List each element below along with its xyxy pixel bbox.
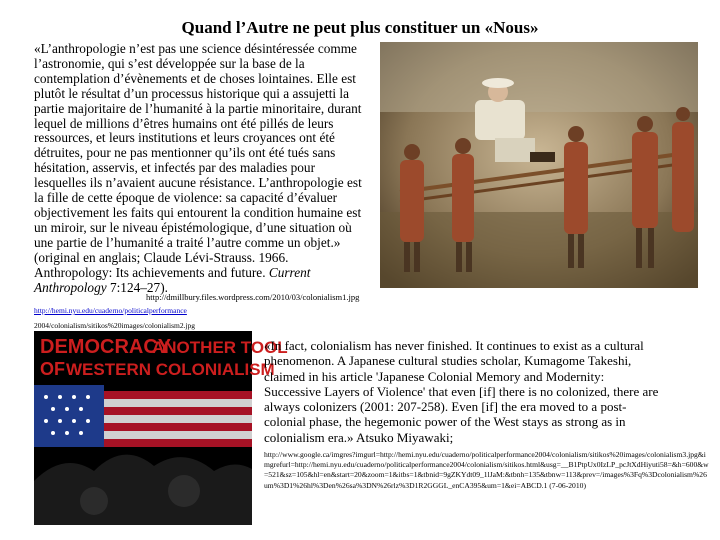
poster-graphic — [34, 331, 288, 525]
democracy-poster — [34, 331, 288, 525]
poster-source-link-continued: 2004/colonialism/sitikos%20images/colonialism2.jpg — [34, 321, 196, 330]
quote1-text: «L’anthropologie n’est pas une science désintéressée comme l’astronomie, qui s’est développée sur la base de la contemplation d’évènements et de choses lointaines. Elle est plutôt le résultat d’un processus historique qui a assujetti la partie majoritaire de l’humanité à la partie minoritaire, durant lequel de millions d’êtres humains ont été pillés de leurs ressources, et leurs institutions et leurs croyances ont été détruites, pour ne pas mentionner qu’ils ont été tués sans hésitation, asservis, et infectés par des maladies pour lesquelles ils n’avaient aucune résistance. L’anthropologie est la fille de cette époque de violence: sa capacité d’évaluer objectivement les faits qui entourent la condition humaine est un miroir, sur le niveau épistémologique, d’une situation où une partie de l’humanité a traité l’autre comme un objet.» (original en anglais; Claude Lévi-Strauss. 1966. Anthropology: Its achievements and future. — [34, 41, 362, 280]
poster-line4: WESTERN COLONIALISM — [66, 360, 275, 379]
poster-line3: OF — [40, 359, 65, 379]
levi-strauss-quote — [34, 42, 364, 295]
poster-line1: DEMOCRACY — [40, 336, 172, 358]
poster-image-caption: http://www.google.ca/imgres?imgurl=http://hemi.nyu.edu/cuaderno/politicalperformance2004/colonialism/sitikos%20images/colonialism3.jpg&imgrefurl=http://hemi.nyu.edu/cuaderno/politicalperformance2004/colonialism/sitikos.html&usg=__B1PtpUx0IzLP_pcJtXdHiyuti58=&h=600&w=521&sz=105&hl=en&start=20&zoom=1&itbs=1&tbnid=9gZKYdt09_1lJaM:&tbnh=135&tbnw=113&prev=/images%3Fq%3Dcolonialism%26um%3D1%26hl%3Den%26sa%3DN%26rlz%3D1R2GGGL_enCA395&um=1&ei=ABCD.1 (7-06-2010) — [264, 450, 709, 490]
poster-line2: ANOTHER TOOL — [152, 338, 288, 357]
slide-title: Quand l’Autre ne peut plus constituer un «Nous» — [181, 18, 539, 37]
sedan-chair-photo — [380, 42, 698, 288]
quote1-journal: Current Anthropology — [34, 264, 311, 295]
poster-source-link[interactable]: http://hemi.nyu.edu/cuaderno/politicalperformance — [34, 306, 187, 315]
quote1-end: 7:124–27). — [106, 279, 168, 295]
miyawaki-quote: «In fact, colonialism has never finished. It continues to exist as a cultural phenomenon. A Japanese cultural studies scholar, Kumagome Takeshi, claimed in his article 'Japanese Colonial Memory and Modernity: Successive Layers of Violence' that even [if] there is no colonized, there are always colonizers (2001: 207-258). Even [if] the era moved to a post-colonial phase, the hegemonic power of the West stays as strong as in colonialism era.» Atsuko Miyawaki; — [264, 338, 659, 445]
colonial-photo — [380, 42, 698, 288]
photo-source-caption: http://dmillbury.files.wordpress.com/2010/03/colonialism1.jpg — [146, 292, 360, 302]
